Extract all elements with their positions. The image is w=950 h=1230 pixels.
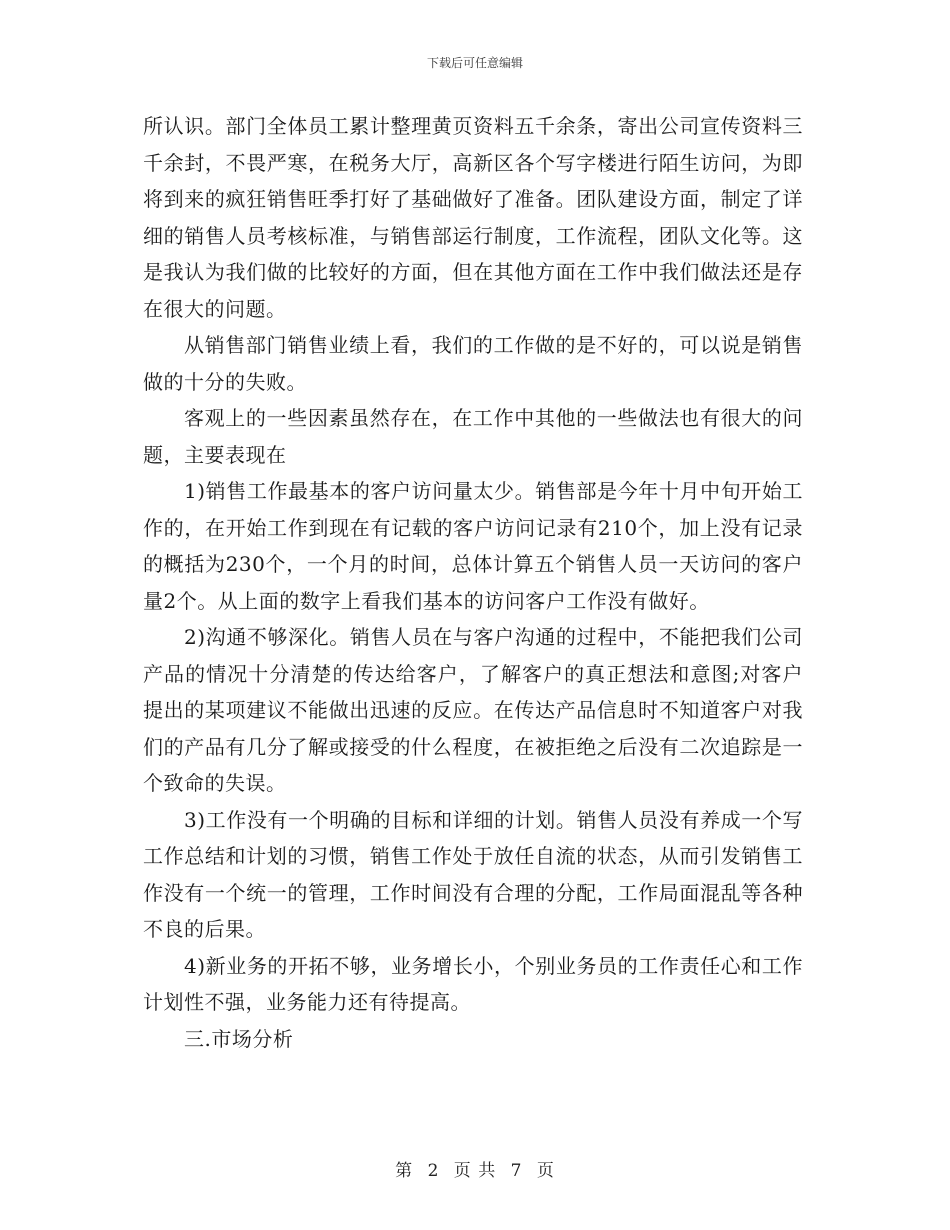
page-header: 下载后可任意编辑 [426, 56, 523, 70]
footer-suffix: 页 [536, 1161, 555, 1181]
footer-middle: 页 共 [453, 1161, 497, 1181]
footer-prefix: 第 [395, 1161, 414, 1181]
paragraph-7: 4)新业务的开拓不够，业务增长小，个别业务员的工作责任心和工作计划性不强，业务能力还有待提高。 [143, 953, 803, 1014]
page-footer [0, 1156, 950, 1181]
paragraph-4: 1)销售工作最基本的客户访问量太少。销售部是今年十月中旬开始工作的，在开始工作到现在有记载的客户访问记录有210个，加上没有记录的概括为230个，一个月的时间，总体计算五个销售人员一天访问的客户量2个。从上面的数字上看我们基本的访问客户工作没有做好。 [143, 479, 803, 613]
paragraph-6: 3)工作没有一个明确的目标和详细的计划。销售人员没有养成一个写工作总结和计划的习惯，销售工作处于放任自流的状态，从而引发销售工作没有一个统一的管理，工作时间没有合理的分配，工作局面混乱等各种不良的后果。 [143, 807, 803, 941]
paragraph-5: 2)沟通不够深化。销售人员在与客户沟通的过程中，不能把我们公司产品的情况十分清楚的传达给客户，了解客户的真正想法和意图;对客户提出的某项建议不能做出迅速的反应。在传达产品信息时不知道客户对我们的产品有几分了解或接受的什么程度，在被拒绝之后没有二次追踪是一个致命的失误。 [143, 625, 803, 795]
paragraph-2: 从销售部门销售业绩上看，我们的工作做的是不好的，可以说是销售做的十分的失败。 [143, 333, 803, 394]
paragraph-3: 客观上的一些因素虽然存在，在工作中其他的一些做法也有很大的问题，主要表现在 [143, 406, 803, 467]
document-body [143, 108, 803, 1057]
footer-current-page: 2 [427, 1161, 440, 1181]
footer-total-pages: 7 [510, 1161, 523, 1181]
section-heading-market-analysis: 三.市场分析 [184, 1026, 294, 1051]
paragraph-1: 所认识。部门全体员工累计整理黄页资料五千余条，寄出公司宣传资料三千余封，不畏严寒，在税务大厅，高新区各个写字楼进行陌生访问，为即将到来的疯狂销售旺季打好了基础做好了准备。团队建设方面，制定了详细的销售人员考核标准，与销售部运行制度，工作流程，团队文化等。这是我认为我们做的比较好的方面，但在其他方面在工作中我们做法还是存在很大的问题。 [143, 114, 803, 321]
